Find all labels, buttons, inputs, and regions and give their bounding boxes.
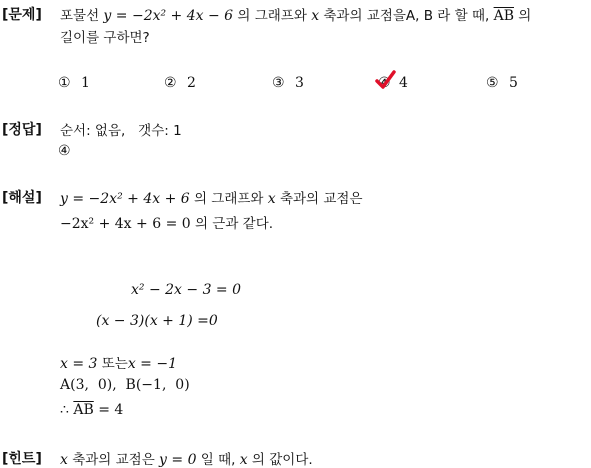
question-text: 의 그래프와: [233, 8, 312, 24]
explanation-line-2: [60, 212, 273, 232]
choice-mark: ⑤: [486, 75, 499, 91]
explanation-label: [해설]: [2, 190, 42, 206]
hint-variable: x: [60, 452, 68, 468]
choice-mark: ①: [58, 75, 71, 91]
choice-mark: ④: [378, 75, 391, 91]
choice-mark: ③: [272, 75, 285, 91]
question-text: 의: [514, 8, 532, 24]
hint-variable: x: [239, 452, 248, 468]
solution-value: x = 3: [60, 356, 98, 372]
segment-ab: $\overline{AB}$: [73, 402, 94, 418]
hint-label: [힌트]: [2, 451, 42, 467]
explanation-variable: x: [267, 191, 276, 207]
result-value: = 4: [93, 402, 124, 418]
hint-text: 축과의 교점은: [67, 452, 160, 468]
answer-order-count: 순서: 없음, 갯수: 1: [60, 123, 182, 139]
choice-value: 1: [81, 75, 90, 91]
result-line: [60, 402, 123, 418]
question-text: 축과의 교점을A, B 라 할 때,: [319, 8, 494, 24]
question-equation: y = −2x² + 4x − 6: [103, 8, 234, 24]
choice-4[interactable]: [378, 75, 408, 91]
equation-factored-form: x² − 2x − 3 = 0: [131, 282, 242, 298]
choice-2[interactable]: [164, 75, 196, 91]
choice-mark: ②: [164, 75, 177, 91]
choice-value: 4: [399, 75, 408, 91]
answer-label: [정답]: [2, 122, 42, 138]
choice-value: 5: [509, 75, 518, 91]
segment-ab: $\overline{AB}$: [493, 8, 514, 24]
explanation-equation: −2x² + 4x + 6 = 0: [60, 216, 191, 232]
choice-3[interactable]: [272, 75, 304, 91]
explanation-equation: y = −2x² + 4x + 6: [60, 191, 190, 207]
question-line-2: 길이를 구하면?: [60, 30, 150, 46]
explanation-text: 의 그래프와: [189, 191, 268, 207]
question-text: 포물선: [60, 8, 104, 24]
choice-5[interactable]: [486, 75, 518, 91]
solution-value: x = −1: [127, 356, 177, 372]
hint-text: 일 때,: [196, 452, 240, 468]
explanation-text: 축과의 교점은: [275, 191, 363, 207]
explanation-text: 의 근과 같다.: [190, 216, 274, 232]
choice-value: 2: [187, 75, 196, 91]
hint-line: [60, 448, 313, 468]
equation-factored: (x − 3)(x + 1) =0: [96, 313, 218, 329]
solution-text: 또는: [97, 356, 128, 372]
hint-equation: y = 0: [159, 452, 197, 468]
therefore-symbol: ∴: [60, 402, 74, 418]
question-variable: x: [311, 8, 320, 24]
choice-1[interactable]: [58, 75, 90, 91]
check-mark-icon: [374, 69, 396, 91]
question-label: [문제]: [2, 7, 42, 23]
choice-value: 3: [295, 75, 304, 91]
solution-line: [60, 352, 177, 372]
answer-choice: ④: [58, 143, 71, 159]
hint-text: 의 값이다.: [247, 452, 313, 468]
points-line: A(3, 0), B(−1, 0): [60, 377, 190, 393]
question-line-1: [60, 4, 531, 24]
explanation-line-1: [60, 187, 363, 207]
